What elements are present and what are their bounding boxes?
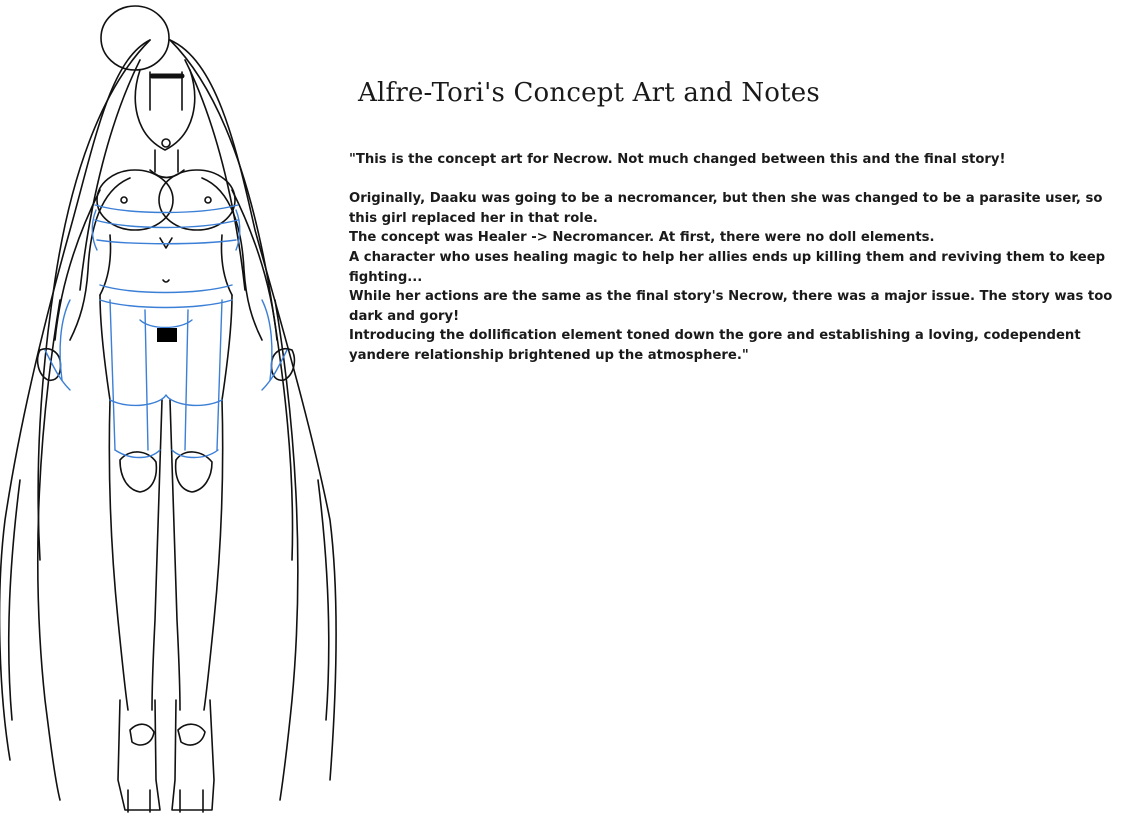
paragraph-spacer [349,170,1129,190]
notes-paragraph-5: Introducing the dollification element toned down the gore and establishing a loving, codependent yandere relationship brightened up the atmosphere." [349,328,1081,363]
notes-intro: "This is the concept art for Necrow. Not much changed between this and the final story! [349,152,1006,167]
character-lineart-icon [0,0,340,819]
notes-paragraph-2: The concept was Healer -> Necromancer. At first, there were no doll elements. [349,230,935,246]
halo-shape [101,6,169,70]
notes-block [349,150,1129,366]
page-title: Alfre-Tori's Concept Art and Notes [358,78,820,108]
notes-paragraph-1: Originally, Daaku was going to be a necromancer, but then she was changed to be a parasite user, so this girl replaced her in that role. [349,191,1103,226]
notes-paragraph-4: While her actions are the same as the final story's Necrow, there was a major issue. The story was too dark and gory! [349,289,1113,324]
censor-bar [157,328,177,342]
concept-art-illustration [0,0,340,819]
notes-paragraph-3: A character who uses healing magic to help her allies ends up killing them and reviving them to keep fighting... [349,249,1106,285]
